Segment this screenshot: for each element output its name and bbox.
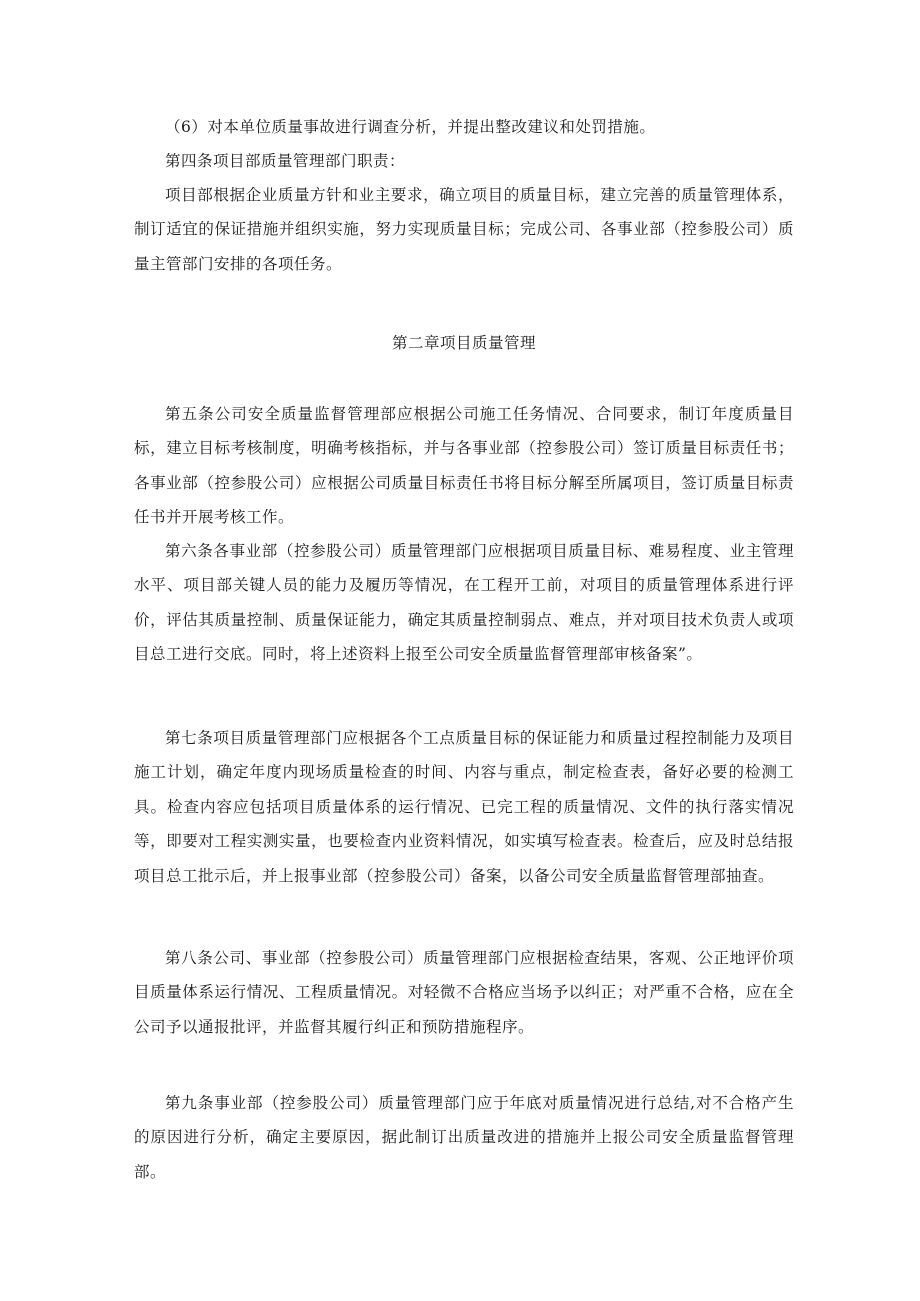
article-4-body: 项目部根据企业质量方针和业主要求，确立项目的质量目标，建立完善的质量管理体系，制订适宜的保证措施并组织实施，努力实现质量目标；完成公司、各事业部（控参股公司）质量主管部门安排的各项任务。: [134, 186, 794, 273]
article-9-paragraph: 第九条事业部（控参股公司）质量管理部门应于年底对质量情况进行总结,对不合格产生的原因进行分析，确定主要原因，据此制订出质量改进的措施并上报公司安全质量监督管理部。: [134, 1094, 794, 1181]
article-8-paragraph: 第八条公司、事业部（控参股公司）质量管理部门应根据检查结果，客观、公正地评价项目质量体系运行情况、工程质量情况。对轻微不合格应当场予以纠正；对严重不合格，应在全公司予以通报批评，并监督其履行纠正和预防措施程序。: [134, 949, 794, 1036]
item-6-paragraph: （6）对本单位质量事故进行调查分析，并提出整改建议和处罚措施。: [165, 118, 656, 136]
article-7-paragraph: 第七条项目质量管理部门应根据各个工点质量目标的保证能力和质量过程控制能力及项目施工计划，确定年度内现场质量检查的时间、内容与重点，制定检查表，备好必要的检测工具。检查内容应包括项目质量体系的运行情况、已完工程的质量情况、文件的执行落实情况等，即要对工程实测实量，也要检查内业资料情况，如实填写检查表。检查后，应及时总结报项目总工批示后，并上报事业部（控参股公司）备案，以备公司安全质量监督管理部抽查。: [134, 729, 794, 885]
article-4-title: 第四条项目部质量管理部门职责：: [165, 152, 406, 170]
chapter-2-heading: 第二章项目质量管理: [391, 334, 536, 352]
article-5-paragraph: 第五条公司安全质量监督管理部应根据公司施工任务情况、合同要求，制订年度质量目标，建立目标考核制度，明确考核指标，并与各事业部（控参股公司）签订质量目标责任书；各事业部（控参股公司）应根据公司质量目标责任书将目标分解至所属项目，签订质量目标责任书并开展考核工作。: [134, 405, 794, 527]
article-6-paragraph: 第六条各事业部（控参股公司）质量管理部门应根据项目质量目标、难易程度、业主管理水平、项目部关键人员的能力及履历等情况，在工程开工前，对项目的质量管理体系进行评价，评估其质量控制、质量保证能力，确定其质量控制弱点、难点，并对项目技术负责人或项目总工进行交底。同时，将上述资料上报至公司安全质量监督管理部审核备案”。: [134, 542, 794, 664]
